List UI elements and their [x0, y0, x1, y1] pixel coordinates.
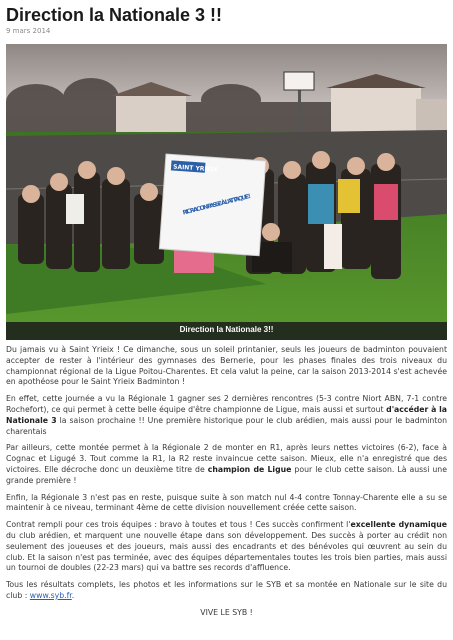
paragraph-links: [6, 580, 447, 602]
closing-line: VIVE LE SYB !: [200, 607, 253, 617]
paragraph-r2-results: [6, 443, 447, 486]
club-website-link[interactable]: www.syb.fr: [29, 590, 72, 600]
article-body: [6, 345, 447, 625]
paragraph-intro: Du jamais vu à Saint Yrieix ! Ce dimanche, sous un soleil printanier, seuls les joueurs de badminton pouvaient accepter de rester à l'intérieur des gymnases des Bernerie, pour les phases finales des trois niveaux du championnat régional de la Ligue Poitou-Charentes. Et cela valut la peine, car la saison 2013-2014 s'est achevée en apothéose pour le Saint Yrieix Badminton !: [6, 345, 447, 387]
banner-slogan-text: RIC RAC ON PASSE À L'ATTAQUE !: [182, 192, 252, 217]
article-date: 9 mars 2014: [6, 27, 51, 35]
paragraph-r1-text-b: la saison prochaine !! Une première historique pour le club arédien, mais aussi pour le badminton charentais: [6, 415, 447, 436]
paragraph-r1-text-a: En effet, cette journée a vu la Régionale 1 gagner ses 2 dernières rencontres (5-3 contre Niort ABN, 7-1 contre Rochefort), ce qui permet à cette belle équipe d'être championne de Ligue, mais aussi et surtout: [6, 394, 447, 414]
paragraph-summary-highlight: excellente dynamique: [350, 520, 447, 530]
paragraph-links-text-b: .: [71, 590, 75, 600]
paragraph-summary-text-b: du club arédien, et marquent une nouvelle étape dans son développement. Des succès à porter au crédit non seulement des joueuses et des joueurs, mais aussi des encadrants et des bénévoles qui œuvrent au sein du club. Et la saison n'est pas terminée, avec des équipes départementales toutes les trois bien parties, mais aussi un tournoi de doubles (22-23 mars) qui va battre ses records d'affluence.: [6, 530, 447, 573]
banner-brand-text: SAINT YRIEIX: [172, 163, 218, 174]
article-title: Direction la Nationale 3 !!: [6, 5, 223, 25]
paragraph-r2-highlight: champion de Ligue: [207, 464, 292, 474]
team-photo[interactable]: [6, 44, 447, 340]
paragraph-r1-results: [6, 394, 447, 437]
paragraph-summary: [6, 520, 447, 574]
paragraph-r3-results: Enfin, la Régionale 3 n'est pas en reste, puisque suite à son match nul 4-4 contre Tonnay-Charente elle a su se maintenir à ce niveau, terminant 4ème de cette division nouvellement créée cette saison.: [6, 492, 447, 513]
paragraph-r2-text-b: pour le club cette saison. Là aussi une grande première !: [6, 464, 447, 485]
paragraph-r2-text-a: Par ailleurs, cette montée permet à la Régionale 2 de monter en R1, après leurs nettes victoires (6-2), face à Cognac et Ligugé 3. Tout comme la R1, la R2 reste invaincue cette saison. Mieux, elle n'a enregistré que des victoires. Elle décroche donc un deuxième titre de: [6, 443, 447, 474]
paragraph-r1-highlight: d'accéder à la Nationale 3: [6, 404, 448, 425]
team-photo-image: [6, 44, 447, 340]
paragraph-links-text-a: Tous les résultats complets, les photos et les informations sur le SYB et sa montée en Nationale sur le site du club :: [6, 580, 447, 600]
photo-caption: Direction la Nationale 3!!: [179, 325, 274, 334]
paragraph-summary-text-a: Contrat rempli pour ces trois équipes : bravo à toutes et tous ! Ces succès confirment l': [6, 520, 351, 530]
